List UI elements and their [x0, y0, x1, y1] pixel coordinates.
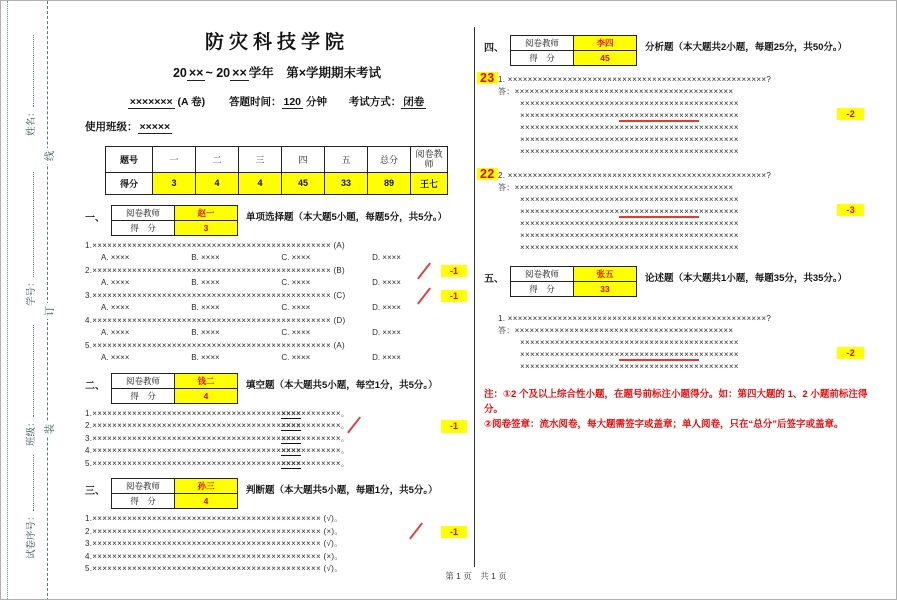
score-sec2: 4: [196, 172, 239, 194]
answer-line: ××××××××××××××××××××××××××××××××××××××××××××: [520, 231, 739, 240]
sidebar-field-name: [23, 35, 37, 136]
answer-line: ××××××××××××××××××××××××××××××××××××××××××××: [520, 362, 739, 371]
answer-line: 答：××××××××××××××××××××××××××××××××××××××××××××: [498, 183, 734, 192]
page-footer: 第 1 页 共 1 页: [445, 571, 507, 581]
score-sec4: 45: [282, 172, 325, 194]
question-line: 1.×××××××××××××××××××××××××××××××××××××××××××××××× (A): [85, 240, 346, 250]
section-four-grader: 李四: [574, 36, 637, 51]
section-two-grader-box: 阅卷教师 钱二 得 分 4: [111, 373, 238, 404]
judge-line: 2.×××××××××××××××××××××××××××××××××××××××××××××× (×)。 -1: [85, 526, 469, 539]
mode-label: 考试方式：: [348, 96, 402, 108]
red-underline-mark: ××××××××××××××××: [619, 350, 699, 359]
section-five-score: 33: [574, 282, 637, 297]
answer-line: ××××××××××××××××××××××××××××××××××××××××××××: [520, 123, 739, 132]
section-three-grader-box: 阅卷教师 孙三 得 分 4: [111, 478, 238, 509]
judge-line: 1.×××××××××××××××××××××××××××××××××××××××××××××× (√)。: [85, 514, 343, 524]
answer-line: ×××××××××××××××××××××××××××××××××××××××××××× -2: [484, 110, 872, 122]
filled-blank: ××××: [281, 446, 302, 456]
deduction-badge: -1: [441, 420, 467, 433]
filled-blank: ××××: [281, 433, 302, 443]
red-slash-mark: [417, 262, 431, 279]
student-no-fill-line: [25, 172, 34, 277]
answer-line: ×××××××××××××××××××××××××××××××××××××××××××× -2: [484, 349, 872, 361]
score-sec3: 4: [239, 172, 282, 194]
name-fill-line: [25, 35, 34, 107]
answer-line: ××××××××××××××××××××××××××××××××××××××××××××: [520, 135, 739, 144]
section-five-grader: 张五: [574, 267, 637, 282]
fill-blank-line: 4.××××××××××××××××××××××××××××××××××××××××××××××××××。: [85, 446, 350, 456]
judge-line: 5.×××××××××××××××××××××××××××××××××××××××××××××× (√)。: [85, 564, 343, 574]
sub-question-score-badge: 22: [477, 168, 498, 180]
page-edge-dotted-line: [7, 1, 8, 600]
fill-blank-line: 5.××××××××××××××××××××××××××××××××××××××××××××××××××。: [85, 458, 350, 468]
red-slash-mark: [417, 287, 431, 304]
binding-char-zhuang: 装: [41, 421, 56, 437]
answer-line: ××××××××××××××××××××××××××××××××××××××××××××: [520, 147, 739, 156]
section-four-grader-box: 阅卷教师 李四 得 分 45: [510, 35, 637, 66]
fill-blank-line: 3.××××××××××××××××××××××××××××××××××××××××××××××××××。: [85, 433, 350, 443]
grading-notes: [484, 387, 868, 433]
section-three-title: 判断题（本大题共5小题，每题1分，共5分。）: [246, 485, 438, 497]
binding-line: [47, 1, 48, 600]
class-line: 使用班级： ×××××: [85, 121, 171, 133]
mode-value: 闭卷: [403, 96, 425, 108]
section-three-grader: 孙三: [175, 479, 238, 494]
sidebar-field-paper-no: [23, 455, 37, 559]
filled-blank: ××××: [281, 408, 302, 418]
paper-no-label: 试卷序号：: [26, 511, 37, 559]
section-one-grader: 赵一: [175, 205, 238, 220]
question-line: 3.×××××××××××××××××××××××××××××××××××××××××××××××× (C) -1: [85, 290, 469, 303]
options-line: A. ×××× B. ×××× C. ×××× D. ××××: [101, 328, 401, 338]
exam-session-line: 20 ×× ~ 20 ×× 学年 第×学期期末考试: [172, 66, 382, 80]
section-four-score: 45: [574, 51, 637, 66]
school-title: 防灾科技学院: [204, 31, 349, 53]
binding-char-xian: 线: [41, 148, 56, 164]
note-line-1: 注：①2 个及以上综合性小题，在题号前标注小题得分。如：第四大题的 1、2 小题前标注得分。: [484, 389, 868, 416]
question-line: 2.×××××××××××××××××××××××××××××××××××××××××××××××× (B) -1: [85, 265, 469, 278]
deduction-badge: -2: [837, 347, 864, 359]
section-five-grader-box: 阅卷教师 张五 得 分 33: [510, 266, 637, 297]
class-fill-line: [25, 325, 34, 417]
paper-no-fill-line: [25, 455, 34, 511]
score-table-values-row: 得分 3 4 4 45 33 89 王七: [106, 172, 448, 194]
right-column: [480, 35, 872, 433]
answer-line: ××××××××××××××××××××××××××××××××××××××××××××: [520, 338, 739, 347]
sub-question-score-badge: 23: [477, 72, 498, 84]
section-one-score: 3: [175, 220, 238, 235]
left-column: [85, 21, 469, 576]
answer-line: 答：××××××××××××××××××××××××××××××××××××××××××××: [498, 326, 734, 335]
deduction-badge: -1: [441, 265, 467, 278]
class-label: 班级：: [26, 417, 37, 446]
question-line: 5.×××××××××××××××××××××××××××××××××××××××××××××××× (A): [85, 340, 346, 350]
sidebar-field-student-no: [23, 172, 37, 306]
section-two-title: 填空题（本大题共5小题，每空1分，共5分。）: [246, 379, 438, 391]
deduction-badge: -3: [837, 204, 864, 216]
grader-signature: 王七: [411, 172, 448, 194]
deduction-badge: -1: [441, 526, 467, 539]
section-four-header: 四、 阅卷教师 李四 得 分 45 分析题（本大题共2小题，每题25分，共50分。）: [484, 35, 872, 66]
section-one-title: 单项选择题（本大题5小题，每题5分，共5分。）: [246, 211, 448, 223]
time-label: 答题时间：: [229, 96, 282, 108]
options-line: A. ×××× B. ×××× C. ×××× D. ××××: [101, 353, 401, 363]
red-underline-mark: ××××××××××××××××: [619, 207, 699, 216]
section-two-score: 4: [175, 388, 238, 403]
time-value: 120: [283, 96, 302, 108]
note-line-2: ②阅卷签章：流水阅卷，每大题需签字或盖章；单人阅卷，只在“总分”后签字或盖章。: [484, 419, 844, 431]
score-sec5: 33: [325, 172, 368, 194]
answer-line: ××××××××××××××××××××××××××××××××××××××××××××: [520, 243, 739, 252]
sub-question: 23 1. ××××××××××××××××××××××××××××××××××××××××××××××××××××?: [484, 74, 872, 86]
sub-question: 1. ××××××××××××××××××××××××××××××××××××××××××××××××××××?: [498, 314, 772, 323]
section-three-score: 4: [175, 494, 238, 509]
answer-line: ××××××××××××××××××××××××××××××××××××××××××××: [520, 219, 739, 228]
section-two-header: 二、 阅卷教师 钱二 得 分 4 填空题（本大题共5小题，每空1分，共5分。）: [85, 373, 469, 404]
red-underline-mark: ××××××××××××××××: [619, 111, 699, 120]
question-line: 4.×××××××××××××××××××××××××××××××××××××××××××××××× (D): [85, 315, 346, 325]
answer-line: ××××××××××××××××××××××××××××××××××××××××××××: [520, 195, 739, 204]
section-four-title: 分析题（本大题共2小题，每题25分，共50分。）: [645, 42, 848, 53]
sub-question: 22 2. ××××××××××××××××××××××××××××××××××××××××××××××××××××?: [484, 170, 872, 182]
section-three-header: 三、 阅卷教师 孙三 得 分 4 判断题（本大题共5小题，每题1分，共5分。）: [85, 478, 469, 509]
section-one-header: 一、 阅卷教师 赵一 得 分 3 单项选择题（本大题5小题，每题5分，共5分。）: [85, 205, 469, 236]
fill-blank-line: 1.××××××××××××××××××××××××××××××××××××××××××××××××××。: [85, 408, 350, 418]
binding-char-ding: 订: [41, 303, 56, 319]
section-five-header: 五、 阅卷教师 张五 得 分 33 论述题（本大题共1小题，每题35分，共35分。）: [484, 266, 872, 297]
subject-line: ××××××× (A 卷) 答题时间： 120 分钟 考试方式： 闭卷: [129, 96, 425, 108]
fill-blank-line: 2.××××××××××××××××××××××××××××××××××××××××××××××××××。 -1: [85, 420, 469, 433]
judge-line: 3.×××××××××××××××××××××××××××××××××××××××××××××× (√)。: [85, 539, 343, 549]
subject-blank: ×××××××: [129, 96, 173, 108]
student-no-label: 学号：: [26, 277, 37, 306]
filled-blank: ××××: [281, 421, 302, 431]
deduction-badge: -1: [441, 290, 467, 303]
name-label: 姓名：: [26, 107, 37, 136]
answer-line: ×××××××××××××××××××××××××××××××××××××××××××× -3: [484, 206, 872, 218]
score-sec1: 3: [153, 172, 196, 194]
score-table-header-row: 题号 一 二 三 四 五 总分 阅卷教师: [106, 147, 448, 173]
answer-line: 答：××××××××××××××××××××××××××××××××××××××××××××: [498, 87, 734, 96]
sidebar-field-class: [23, 325, 37, 446]
options-line: A. ×××× B. ×××× C. ×××× D. ××××: [101, 303, 401, 313]
judge-line: 4.×××××××××××××××××××××××××××××××××××××××××××××× (×)。: [85, 551, 343, 561]
column-divider: [474, 27, 475, 567]
deduction-badge: -2: [837, 108, 864, 120]
section-one-grader-box: 阅卷教师 赵一 得 分 3: [111, 205, 238, 236]
class-value: ×××××: [139, 121, 171, 133]
total-score-table: [105, 146, 448, 195]
score-total: 89: [368, 172, 411, 194]
options-line: A. ×××× B. ×××× C. ×××× D. ××××: [101, 253, 401, 263]
section-five-title: 论述题（本大题共1小题，每题35分，共35分。）: [645, 273, 848, 284]
section-two-grader: 钱二: [175, 373, 238, 388]
filled-blank: ××××: [281, 458, 302, 468]
options-line: A. ×××× B. ×××× C. ×××× D. ××××: [101, 278, 401, 288]
answer-line: ××××××××××××××××××××××××××××××××××××××××××××: [520, 99, 739, 108]
